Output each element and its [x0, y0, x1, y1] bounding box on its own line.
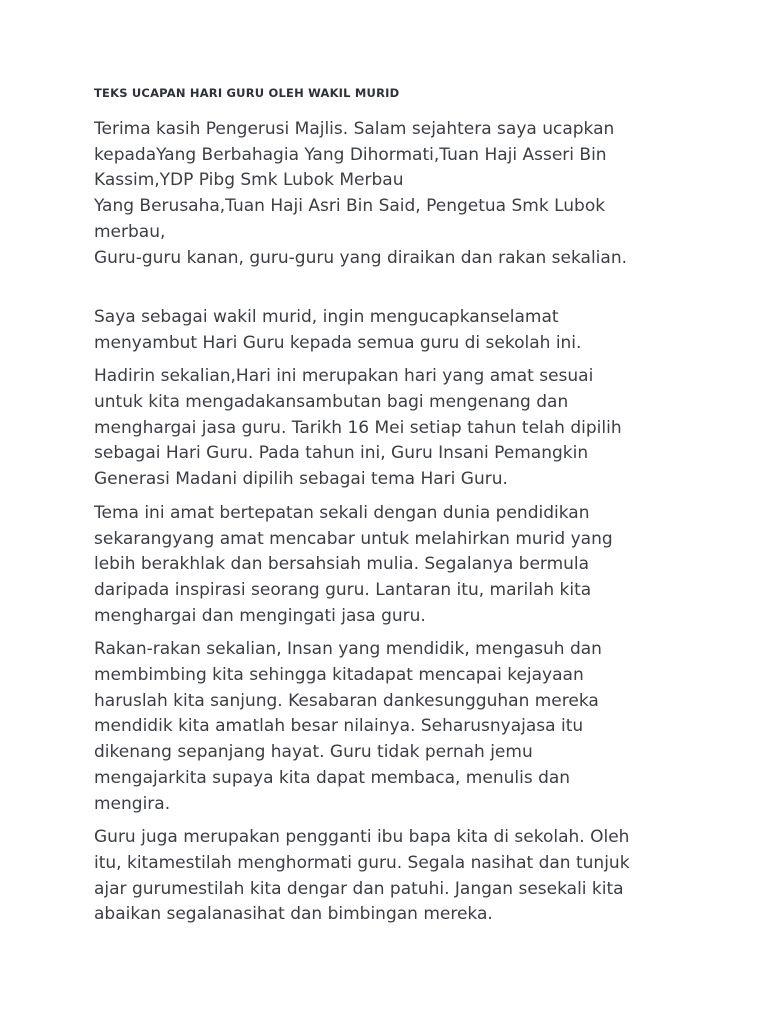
- text-line: membimbing kita sehingga kitadapat mencapai kejayaan: [94, 665, 584, 686]
- text-line: Tema ini amat bertepatan sekali dengan dunia pendidikan: [94, 502, 590, 523]
- paragraph-intro: [94, 305, 674, 356]
- paragraph-guru: [94, 825, 674, 928]
- text-line: mengira.: [94, 793, 171, 814]
- text-line: lebih berakhlak dan bersahsiah mulia. Segalanya bermula: [94, 554, 590, 575]
- text-line: dikenang sepanjang hayat. Guru tidak pernah jemu: [94, 742, 533, 763]
- text-line: Yang Berusaha,Tuan Haji Asri Bin Said, Pengetua Smk Lubok: [94, 196, 606, 217]
- paragraph-greeting: [94, 117, 674, 297]
- text-line: Kassim,YDP Pibg Smk Lubok Merbau: [94, 170, 404, 191]
- document-body: [94, 117, 674, 936]
- text-line: daripada inspirasi seorang guru. Lantaran itu, marilah kita: [94, 579, 592, 600]
- text-line: Terima kasih Pengerusi Majlis. Salam sejahtera saya ucapkan: [94, 119, 615, 139]
- blank-line: [94, 271, 674, 297]
- text-line: mendidik kita amatlah besar nilainya. Seharusnyajasa itu: [94, 716, 584, 737]
- text-line: sebagai Hari Guru. Pada tahun ini, Guru Insani Pemangkin: [94, 443, 589, 464]
- text-line: Hadirin sekalian,Hari ini merupakan hari yang amat sesuai: [94, 366, 594, 387]
- text-line: sekarangyang amat mencabar untuk melahirkan murid yang: [94, 528, 613, 549]
- text-line: itu, kitamestilah menghormati guru. Segala nasihat dan tunjuk: [94, 852, 630, 873]
- paragraph-hadirin: [94, 364, 674, 493]
- text-line: menyambut Hari Guru kepada semua guru di sekolah ini.: [94, 332, 582, 353]
- text-line: untuk kita mengadakansambutan bagi mengenang dan: [94, 392, 569, 413]
- text-line: Saya sebagai wakil murid, ingin mengucapkanselamat: [94, 306, 559, 327]
- text-line: Generasi Madani dipilih sebagai tema Hari Guru.: [94, 469, 508, 490]
- document-title: TEKS UCAPAN HARI GURU OLEH WAKIL MURID: [94, 86, 400, 100]
- text-line: haruslah kita sanjung. Kesabaran dankesungguhan mereka: [94, 690, 599, 711]
- paragraph-tema: [94, 501, 674, 630]
- text-line: Guru juga merupakan pengganti ibu bapa kita di sekolah. Oleh: [94, 827, 630, 848]
- text-line: kepadaYang Berbahagia Yang Dihormati,Tuan Haji Asseri Bin: [94, 144, 607, 165]
- text-line: merbau,: [94, 221, 166, 242]
- paragraph-rakan: [94, 637, 674, 817]
- text-line: ajar gurumestilah kita dengar dan patuhi. Jangan sesekali kita: [94, 878, 624, 899]
- text-line: mengajarkita supaya kita dapat membaca, menulis dan: [94, 767, 571, 788]
- text-line: menghargai dan mengingati jasa guru.: [94, 605, 426, 626]
- text-line: menghargai jasa guru. Tarikh 16 Mei setiap tahun telah dipilih: [94, 417, 622, 438]
- text-line: Rakan-rakan sekalian, Insan yang mendidik, mengasuh dan: [94, 639, 602, 660]
- text-line: Guru-guru kanan, guru-guru yang diraikan dan rakan sekalian.: [94, 247, 628, 268]
- text-line: abaikan segalanasihat dan bimbingan mereka.: [94, 904, 493, 925]
